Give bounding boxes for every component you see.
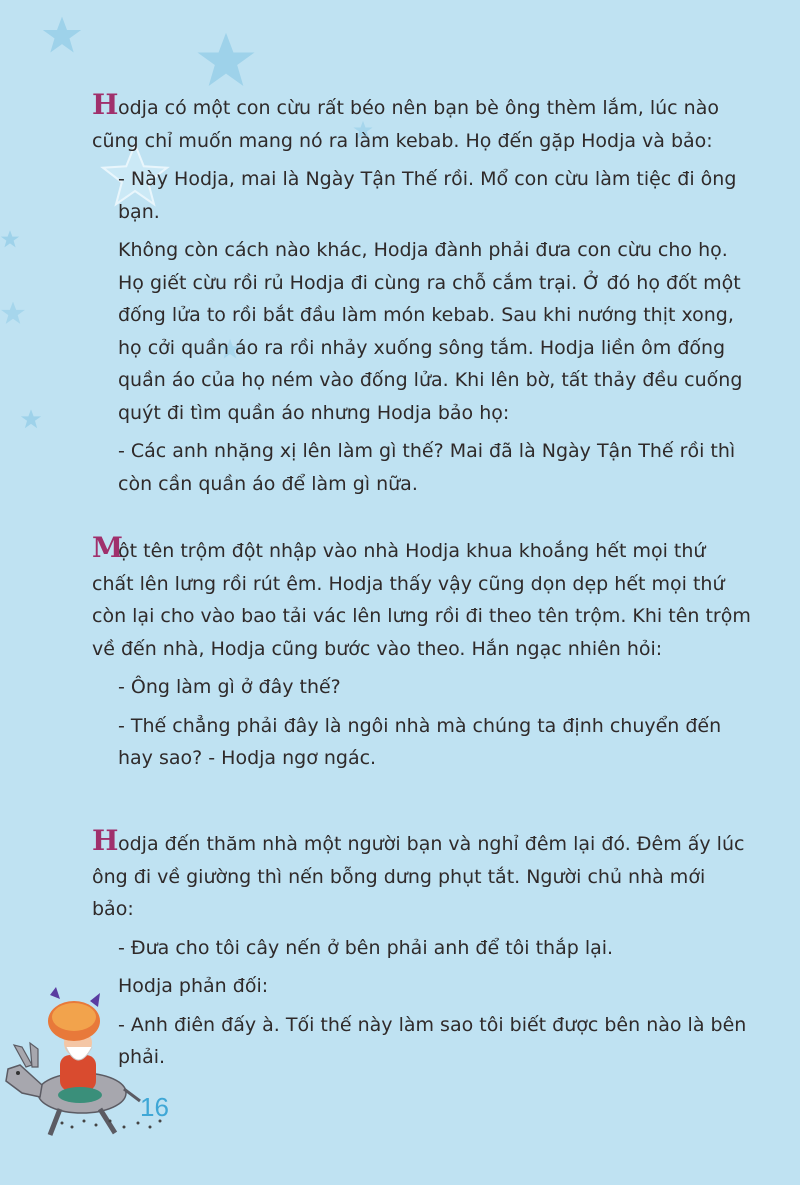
drop-cap: H <box>92 88 119 121</box>
story-paragraph <box>92 824 752 926</box>
hodja-donkey-illustration <box>0 985 175 1150</box>
story-paragraph <box>92 88 752 157</box>
star-decoration-icon <box>0 228 20 250</box>
story-paragraph: Không còn cách nào khác, Hodja đành phải đưa con cừu cho họ. Họ giết cừu rồi rủ Hodja đi cùng ra chỗ cắm trại. Ở đó họ đốt một đống lửa to rồi bắt đầu làm món kebab. Sau khi nướng thịt xong, họ cởi quần áo ra rồi nhảy xuống sông tắm. Hodja liền ôm đống quần áo của họ ném vào đống lửa. Khi lên bờ, tất thảy đều cuống quýt đi tìm quần áo nhưng Hodja bảo họ: <box>118 239 743 424</box>
story-2 <box>92 531 752 775</box>
paragraph-text: ột tên trộm đột nhập vào nhà Hodja khua khoắng hết mọi thứ chất lên lưng rồi rút êm. Hodja thấy vậy cũng dọn dẹp hết mọi thứ còn lại cho vào bao tải vác lên lưng rồi đi theo tên trộm. Khi tên trộm về đến nhà, Hodja cũng bước vào theo. Hắn ngạc nhiên hỏi: <box>92 540 751 660</box>
story-paragraph: - Này Hodja, mai là Ngày Tận Thế rồi. Mổ con cừu làm tiệc đi ông bạn. <box>118 168 737 223</box>
story-paragraph: - Ông làm gì ở đây thế? <box>118 676 341 698</box>
drop-cap: M <box>92 531 123 564</box>
story-paragraph: - Đưa cho tôi cây nến ở bên phải anh để tôi thắp lại. <box>118 936 614 959</box>
story-1 <box>92 88 752 500</box>
paragraph-text: odja đến thăm nhà một người bạn và nghỉ đêm lại đó. Đêm ấy lúc ông đi về giường thì nến bỗng dưng phụt tắt. Người chủ nhà mới bảo: <box>92 833 745 920</box>
story-paragraph <box>92 531 752 665</box>
story-paragraph: - Các anh nhặng xị lên làm gì thế? Mai đã là Ngày Tận Thế rồi thì còn cần quần áo để làm gì nữa. <box>118 440 736 495</box>
story-3 <box>92 824 752 1074</box>
story-paragraph: - Thế chẳng phải đây là ngôi nhà mà chúng ta định chuyển đến hay sao? - Hodja ngơ ngác. <box>118 714 722 769</box>
story-paragraph: Hodja phản đối: <box>118 975 269 997</box>
story-paragraph: - Anh điên đấy à. Tối thế này làm sao tôi biết được bên nào là bên phải. <box>118 1013 747 1068</box>
page-number: 16 <box>140 1092 169 1122</box>
paragraph-text: odja có một con cừu rất béo nên bạn bè ông thèm lắm, lúc nào cũng chỉ muốn mang nó ra làm kebab. Họ đến gặp Hodja và bảo: <box>92 97 719 152</box>
star-decoration-icon <box>0 300 26 326</box>
star-decoration-icon <box>195 30 257 90</box>
drop-cap: H <box>92 824 119 857</box>
star-decoration-icon <box>40 15 84 55</box>
star-decoration-icon <box>20 408 42 430</box>
